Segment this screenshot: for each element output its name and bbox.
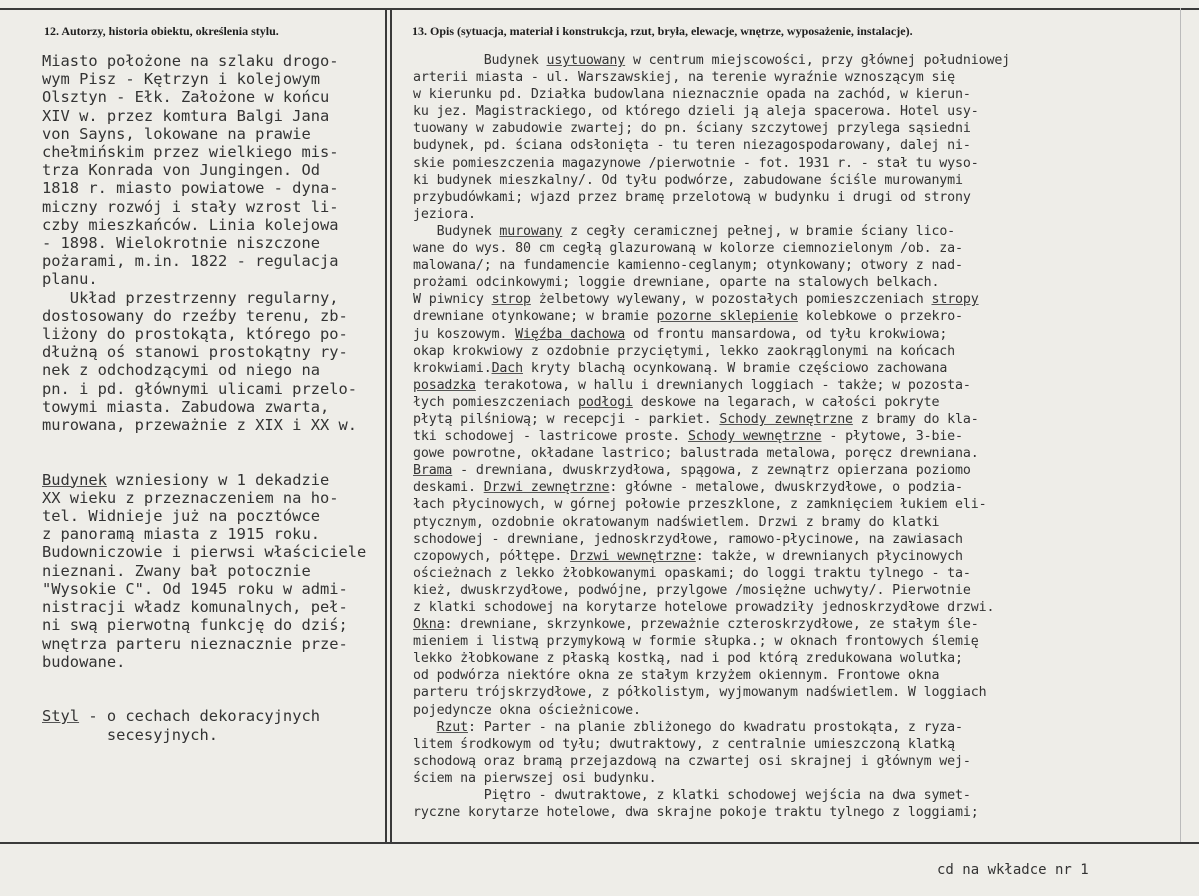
column-divider-inner	[390, 8, 392, 843]
keyword-pozorne-sklepienie: pozorne sklepienie	[656, 309, 798, 325]
keyword-murowany: murowany	[499, 223, 563, 239]
keyword-schody-wewnetrzne: Schody wewnętrzne	[687, 429, 822, 445]
right-edge-rule	[1180, 8, 1181, 843]
text-run: : drewniane, skrzynkowe, przeważnie czteroskrzydłowe, ze stałym śle-	[444, 617, 979, 633]
doors-paragraph: łach płycinowych, w górnej połowie przeszklone, z zamknięciem łukiem eli- ptycznym, ozdobnie okratowanym nadświetlem. Drzwi z bramy do klatki schodowej - drewniane, jednoskrzydłowe, ramowo-płycinowe, na zawiasach czopowych, półtępe.	[413, 497, 987, 564]
text-run: łych pomieszczeniach	[413, 394, 578, 410]
text-run: krokwiami.	[413, 360, 492, 376]
style-keyword: Styl	[42, 707, 80, 726]
text-run: : Parter - na planie zbliżonego do kwadratu prostokąta, z ryza-	[468, 719, 963, 735]
keyword-usytuowany: usytuowany	[546, 53, 626, 68]
keyword-okna: Okna	[413, 617, 445, 633]
text-run: W piwnicy	[413, 292, 492, 308]
text-run: tki schodowej - lastricowe proste.	[413, 429, 688, 445]
building-keyword: Budynek	[42, 470, 107, 489]
section-12-heading: 12. Autorzy, historia obiektu, określenia stylu.	[44, 24, 279, 38]
keyword-drzwi-zewnetrzne: Drzwi zewnętrzne	[483, 480, 610, 496]
text-run: Budynek	[413, 53, 547, 68]
text-run: - drewniana, dwuskrzydłowa, spągowa, z zewnątrz opierzana poziomo	[452, 463, 971, 479]
text-run: od frontu mansardowa, od tyłu krokwiowa;	[625, 326, 948, 342]
keyword-posadzka: posadzka	[413, 377, 476, 393]
text-run: drewniane otynkowane; w bramie	[413, 309, 657, 325]
history-paragraph-layout: Układ przestrzenny regularny, dostosowany do rzeźby terenu, zb- liżony do prostokąta, którego po- dłużną oś stanowi prostokątny ry- nek z odchodzącymi od niego na pn. i pd. głównymi ulicami przelo- towymi miasta. Zabudowa zwarta, murowana, przeważnie z XIX i XX w.	[42, 288, 358, 435]
situation-paragraph: arterii miasta - ul. Warszawskiej, na terenie wyraźnie wznoszącym się w kierunku pd. Działka budowlana nieznacznie opada na zachód, w kierun- ku jez. Magistrackiego, od którego dzieli ją aleja spacerowa. Hotel usy- tuowany w zabudowie zwartej; do pn. ściany szczytowej przylega sąsiedni budynek, pd. ściana odsłonięta - tu teren niezagospodarowany, dalej ni- skie pomieszczenia magazynowe /pierwotnie - fot. 1931 r. - stał tu wyso- ki budynek mieszkalny/. Od tyłu podwórze, zabudowane ściśle murowanymi przybudówkami; wjazd przez bramę przelotową w budynku i drugi od strony jeziora.	[413, 70, 979, 222]
history-paragraph-building: wzniesiony w 1 dekadzie XX wieku z przeznaczeniem na ho- tel. Widnieje już na pocztówce z panoramą miasta z 1915 roku. Budowniczowie i pierwsi właściciele nieznani. Zwany bał potocznie "Wysokie C". Od 1945 roku w admi- nistracji władz komunalnych, peł- ni swą pierwotną funkcję do dziś; wnętrza parteru nieznacznie prze- budowane.	[42, 470, 367, 671]
history-column	[42, 52, 382, 744]
section-13-heading: 13. Opis (sytuacja, materiał i konstrukcja, rzut, bryła, elewacje, wnętrze, wyposażenie, instalacje).	[412, 24, 913, 38]
text-run: kryty blachą ocynkowaną. W bramie częściowo zachowana	[522, 360, 948, 376]
text-run: ju koszowym.	[413, 326, 516, 342]
keyword-rzut: Rzut	[436, 719, 468, 735]
text-run: okap krokwiowy z ozdobnie przyciętymi, lekko zaokrąglonymi na końcach	[413, 343, 956, 359]
text-run: Budynek	[413, 223, 500, 239]
history-paragraph-town: Miasto położone na szlaku drogo- wym Pisz - Kętrzyn i kolejowym Olsztyn - Ełk. Założone w końcu XIV w. przez komtura Balgi Jana von Sayns, lokowane na prawie chełmińskim przez wielkiego mis- trza Konrada von Jungingen. Od 1818 r. miasto powiatowe - dyna- miczny rozwój i stały wzrost li- czby mieszkańców. Linia kolejowa - 1898. Wielokrotnie niszczone pożarami, m.in. 1822 - regulacja planu.	[42, 52, 339, 289]
keyword-wiezba-dachowa: Więźba dachowa	[515, 326, 626, 342]
text-run: terakotowa, w hallu i drewnianych loggiach - także; w pozosta-	[475, 377, 971, 393]
text-run: : główne - metalowe, dwuskrzydłowe, o podzia-	[609, 480, 963, 496]
keyword-brama: Brama	[413, 463, 453, 479]
plan-paragraph: litem środkowym od tyłu; dwutraktowy, z centralnie umieszczoną klatką schodową oraz bramą przejazdową na czwartej osi skrajnej i głównym wej- ściem na pierwszej osi budynku. Piętro - dwutraktowe, z klatki schodowej wejścia na dwa symet- ryczne korytarze hotelowe, dwa skrajne pokoje traktu tylnego z loggiami;	[413, 736, 979, 821]
bottom-rule	[0, 842, 1199, 844]
style-description: - o cechach dekoracyjnych secesyjnych.	[88, 707, 320, 744]
continuation-note: cd na wkładce nr 1	[937, 862, 1089, 878]
keyword-schody-zewnetrzne: Schody zewnętrzne	[719, 411, 853, 427]
top-rule	[0, 8, 1199, 10]
keyword-podlogi: podłogi	[577, 394, 633, 410]
text-run: kolebkowe o przekro-	[797, 309, 963, 325]
keyword-stropy: stropy	[931, 292, 979, 308]
column-divider	[385, 8, 387, 843]
keyword-dach: Dach	[491, 360, 523, 376]
text-run: płytą pilśniową; w recepcji - parkiet.	[413, 411, 720, 427]
text-run: żelbetowy wylewany, w pozostałych pomieszczeniach	[530, 292, 932, 308]
text-run: z bramy do kla-	[852, 411, 979, 427]
material-paragraph: wane do wys. 80 cm cegłą glazurowaną w kolorze ciemnozielonym /ob. za- malowana/; na fundamencie kamienno-ceglanym; otynkowany; otwory z nad- prożami odcinkowymi; loggie drewniane, oparte na stalowych belkach.	[413, 241, 963, 291]
keyword-drzwi-wewnetrzne: Drzwi wewnętrzne	[570, 548, 696, 564]
text-run: deskowe na legarach, w całości pokryte	[632, 394, 940, 410]
text-run: w centrum miejscowości, przy głównej południowej	[625, 53, 1011, 68]
text-run: - płytowe, 3-bie-	[821, 429, 963, 445]
description-column	[413, 52, 1173, 821]
text-run: deskami.	[413, 480, 484, 496]
keyword-strop: strop	[491, 292, 531, 308]
interior-doors-paragraph: ościeżnach z lekko żłobkowanymi opaskami; do loggi traktu tylnego - ta- kież, dwuskrzydłowe, podwójne, przylgowe /mosiężne uchwyty/. Pierwotnie z klatki schodowej na korytarze hotelowe prowadziły jednoskrzydłowe drzwi.	[413, 565, 995, 615]
text-run: : także, w drewnianych płycinowych	[695, 548, 963, 564]
text-run	[413, 720, 437, 735]
text-run: gowe powrotne, okładane lastrico; balustrada metalowa, poręcz drewniana.	[413, 446, 979, 462]
text-run: z cegły ceramicznej pełnej, w bramie ściany lico-	[562, 223, 956, 239]
windows-paragraph: mieniem i listwą przymykową w formie słupka.; w oknach frontowych ślemię lekko żłobkowane z płaską kostką, nad i pod którą zredukowana wolutka; od podwórza niektóre okna ze stałym krzyżem okiennym. Frontowe okna parteru trójskrzydłowe, z półkolistym, wyjmowanym nadświetlem. W loggiach pojedyncze okna ościeżnicowe.	[413, 634, 987, 718]
